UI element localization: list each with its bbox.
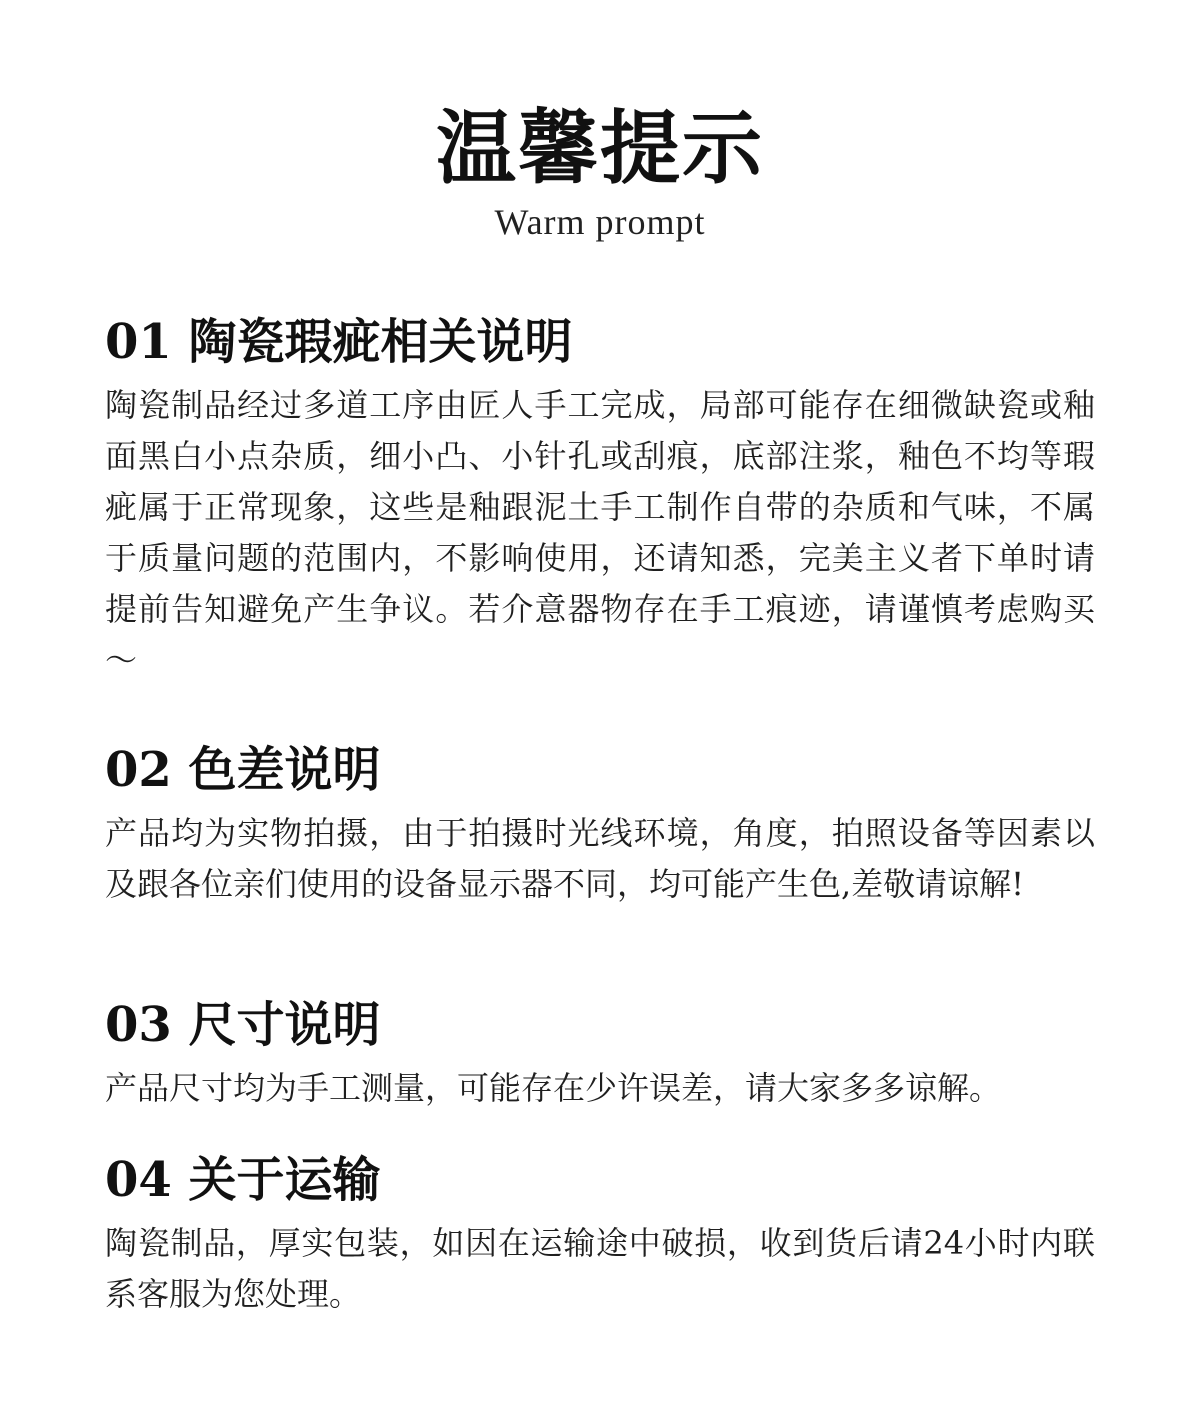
section-body: 产品均为实物拍摄，由于拍摄时光线环境，角度，拍照设备等因素以及跟各位亲们使用的设备显示器不同，均可能产生色,差敬请谅解! (105, 814, 1095, 903)
page-title: 温馨提示 (436, 101, 764, 195)
section-heading: 03 尺寸说明 (105, 997, 381, 1053)
header (0, 100, 1200, 242)
section-size (105, 997, 1095, 1114)
section-body: 陶瓷制品经过多道工序由匠人手工完成，局部可能存在细微缺瓷或釉面黑白小点杂质，细小凸、小针孔或刮痕，底部注浆，釉色不均等瑕疵属于正常现象，这些是釉跟泥土手工制作自带的杂质和气味，不属于质量问题的范围内，不影响使用，还请知悉，完美主义者下单时请提前告知避免产生争议。若介意器物存在手工痕迹，请谨慎考虑购买～ (105, 386, 1095, 679)
section-shipping (105, 1152, 1095, 1320)
section-heading: 02 色差说明 (105, 742, 381, 798)
section-color-difference (105, 742, 1095, 910)
section-heading: 04 关于运输 (105, 1152, 381, 1208)
section-ceramic-flaws (105, 314, 1095, 686)
section-body: 陶瓷制品，厚实包装，如因在运输途中破损，收到货后请24小时内联系客服为您处理。 (105, 1224, 1095, 1313)
section-body: 产品尺寸均为手工测量，可能存在少许误差，请大家多多谅解。 (105, 1069, 1002, 1107)
page-subtitle: Warm prompt (494, 202, 706, 242)
section-heading: 01 陶瓷瑕疵相关说明 (105, 314, 573, 370)
